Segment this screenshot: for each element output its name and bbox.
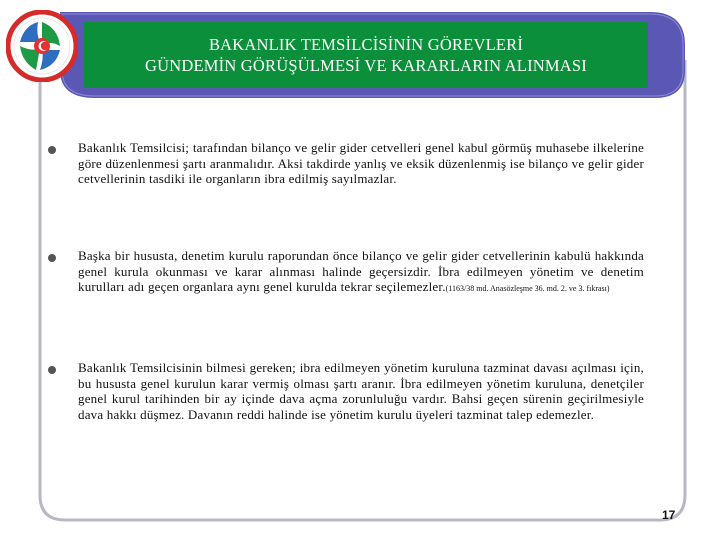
- page-number: 17: [662, 508, 676, 522]
- title-line-1: BAKANLIK TEMSİLCİSİNİN GÖREVLERİ: [208, 35, 524, 54]
- bullet-dot-icon: [48, 366, 56, 374]
- bullet-item: [48, 360, 648, 422]
- title-banner: [84, 22, 648, 88]
- institution-seal-icon: [6, 10, 78, 82]
- bullet-dot-icon: [48, 254, 56, 262]
- bullet-text: Bakanlık Temsilcisi; tarafından bilanço ve gelir gider cetvelleri genel kabul görmüş muhasebe ilkelerine göre düzenlenmesi şartı aranmalıdır. Aksi takdirde yanlış ve eksik düzenlenmiş ise bilanço ve gelir gider cetvellerinin tasdiki ile organların ibra edilmiş sayılmazlar.: [78, 140, 644, 186]
- bullet-text: [78, 248, 644, 297]
- bullet-item: [48, 248, 648, 297]
- title-line-2: GÜNDEMİN GÖRÜŞÜLMESİ VE KARARLARIN ALINMASI: [145, 56, 587, 75]
- bullet-text-body: Başka bir hususta, denetim kurulu raporundan önce bilanço ve gelir gider cetvellerinin kabulü hakkında genel kurula okunması ve karar alınması halinde geçersizdir. İbra edilmeyen yönetim ve denetim kurulları adı geçen organlara aynı genel kurulda tekrar seçilemezler.: [78, 248, 644, 294]
- bullet-text: Bakanlık Temsilcisinin bilmesi gereken; ibra edilmeyen yönetim kuruluna tazminat davası açılması için, bu hususta genel kurulun karar vermiş olması şartı aranır. İbra edilmeyen yönetim kuruluna, denetçiler genel kurul tarihinden bir ay içinde dava açma zorunluluğu vardır. Bahsi geçen sürenin geçirilmesiyle dava hakkı düşmez. Davanın reddi halinde ise yönetim kurulu üyeleri tazminat talep edemezler.: [78, 360, 644, 422]
- bullet-dot-icon: [48, 146, 56, 154]
- legal-reference: (1163/38 md. Anasözleşme 36. md. 2. ve 3. fıkrası): [445, 284, 610, 293]
- bullet-item: [48, 140, 648, 187]
